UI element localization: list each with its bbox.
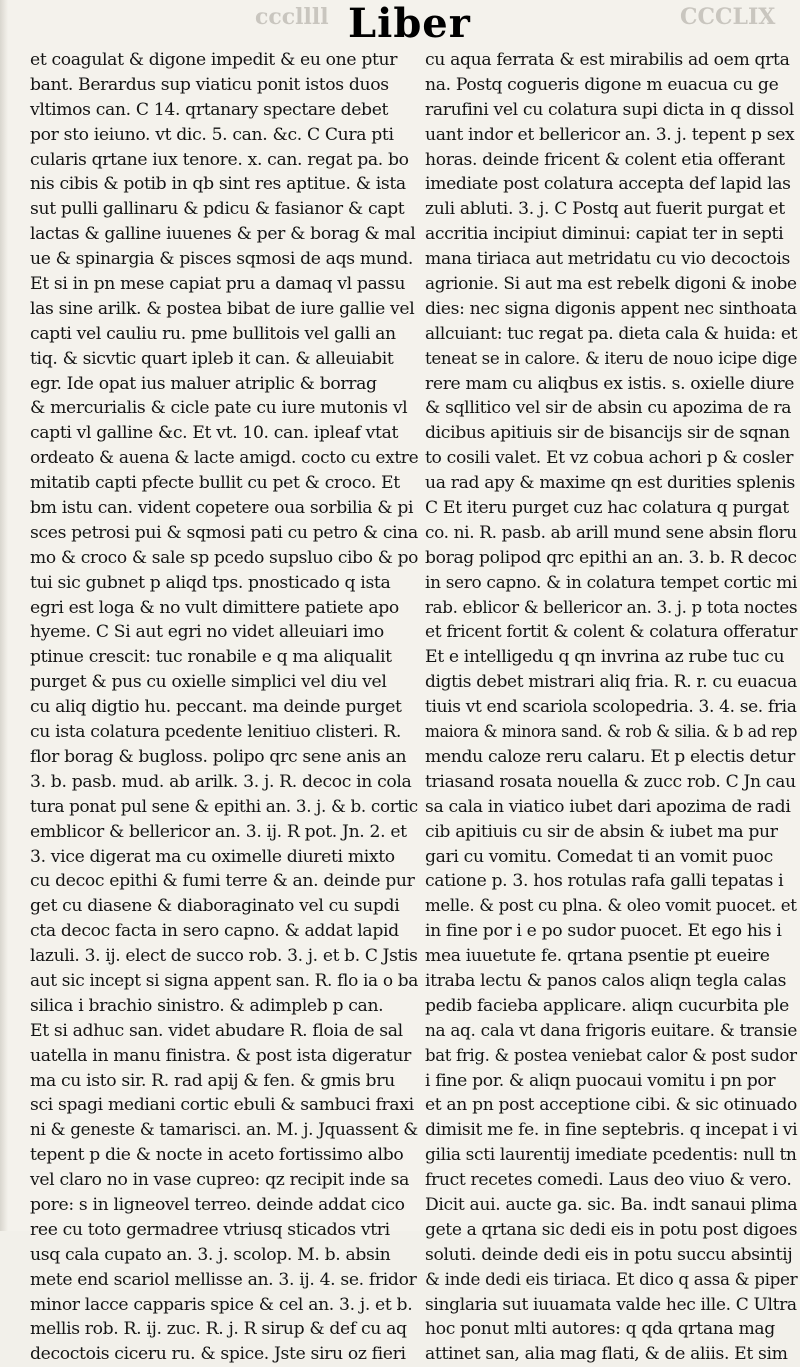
- text-line: por sto ieiuno. vt dic. 5. can. &c. C Cura pti: [30, 124, 394, 145]
- text-line: sci spagi mediani cortic ebuli & sambuci fraxi: [30, 1095, 414, 1116]
- text-line: ua rad apy & maxime qn est durities splenis: [425, 473, 795, 494]
- text-line: melle. & post cu plna. & oleo vomit puocet. et: [425, 896, 797, 917]
- text-line: cta decoc facta in sero capno. & addat lapid: [30, 921, 399, 942]
- page-gutter-shadow: [0, 0, 8, 1231]
- text-line: na. Postq cogueris digone m euacua cu ge: [425, 74, 779, 95]
- text-line: borag polipod qrc epithi an an. 3. b. R decoc: [425, 547, 797, 568]
- text-line: et fricent fortit & colent & colatura offeratur: [425, 622, 798, 643]
- text-line: lactas & galline iuuenes & per & borag & mal: [30, 224, 416, 245]
- text-line: gete a qrtana sic dedi eis in potu post digoes: [425, 1219, 798, 1240]
- text-line: tiq. & sicvtic quart ipleb it can. & alleuiabit: [30, 348, 394, 369]
- text-line: rere mam cu aliqbus ex istis. s. oxielle diure: [425, 373, 795, 394]
- left-text-column: [30, 48, 419, 1365]
- text-line: to cosili valet. Et vz cobua achori p & cosler: [425, 448, 794, 469]
- text-line: mellis rob. R. ij. zuc. R. j. R sirup & def cu aq: [30, 1319, 407, 1340]
- text-line: cu decoc epithi & fumi terre & an. deinde pur: [30, 871, 415, 892]
- text-line: mo & croco & sale sp pcedo supsluo cibo & po: [30, 547, 419, 568]
- text-line: ue & spinargia & pisces sqmosi de aqs mund.: [30, 249, 413, 270]
- text-line: aut sic incept si signa appent san. R. flo ia o ba: [30, 970, 418, 991]
- text-line: 3. b. pasb. mud. ab arilk. 3. j. R. decoc in cola: [30, 771, 412, 792]
- text-line: et an pn post acceptione cibi. & sic otinuado: [425, 1095, 797, 1116]
- text-line: teneat se in calore. & iteru de nouo icipe dige: [425, 348, 797, 369]
- text-line: rarufini vel cu colatura supi dicta in q dissol: [425, 99, 794, 120]
- text-line: allcuiant: tuc regat pa. dieta cala & huida: et: [425, 323, 798, 344]
- text-line: ma cu isto sir. R. rad apij & fen. & gmis bru: [30, 1070, 395, 1091]
- text-line: gilia scti laurentij imediate pcedentis: null tn: [425, 1145, 797, 1166]
- text-line: sa cala in viatico iubet dari apozima de radi: [425, 796, 791, 817]
- text-line: uant indor et bellericor an. 3. j. tepent p sex: [425, 124, 795, 145]
- text-line: Et e intelligedu q qn invrina az rube tuc cu: [425, 647, 785, 668]
- text-line: maiora & minora sand. & rob & silia. & b ad rep: [425, 722, 798, 743]
- text-line: agrionie. Si aut ma est rebelk digoni & inobe: [425, 274, 797, 295]
- text-line: tepent p die & nocte in aceto fortissimo albo: [30, 1145, 404, 1166]
- text-line: bat frig. & postea veniebat calor & post sudor: [425, 1045, 797, 1066]
- text-line: soluti. deinde dedi eis in potu succu absintij: [425, 1244, 793, 1265]
- text-line: usq cala cupato an. 3. j. scolop. M. b. absin: [30, 1244, 391, 1265]
- text-line: mea iuuetute fe. qrtana psentie pt eueire: [425, 946, 770, 967]
- text-line: ree cu toto germadree vtriusq sticados vtri: [30, 1219, 390, 1240]
- text-line: gari cu vomitu. Comedat ti an vomit puoc: [425, 846, 773, 867]
- text-line: vel claro no in vase cupreo: qz recipit inde sa: [30, 1170, 409, 1191]
- text-line: attinet san, alia mag flati, & de aliis. Et sim: [425, 1344, 788, 1365]
- text-line: Et si adhuc san. videt abudare R. floia de sal: [30, 1020, 403, 1041]
- text-line: C Et iteru purget cuz hac colatura q purgat: [425, 498, 789, 519]
- text-line: na aq. cala vt dana frigoris euitare. & transie: [425, 1020, 798, 1041]
- text-line: flor borag & bugloss. polipo qrc sene anis an: [30, 746, 407, 767]
- text-line: ordeato & auena & lacte amigd. cocto cu extre: [30, 448, 419, 469]
- text-line: las sine arilk. & postea bibat de iure gallie vel: [30, 298, 415, 319]
- text-line: cularis qrtane iux tenore. x. can. regat pa. bo: [30, 149, 409, 170]
- text-line: in fine por i e po sudor puocet. Et ego his i: [425, 921, 782, 942]
- text-line: nis cibis & potib in qb sint res aptitue. & ista: [30, 174, 406, 195]
- text-line: accritia incipiut diminui: capiat ter in septi: [425, 224, 784, 245]
- text-line: pore: s in ligneovel terreo. deinde addat cico: [30, 1194, 405, 1215]
- show-through-text-right: CCCLIX: [680, 4, 776, 30]
- text-line: imediate post colatura accepta def lapid las: [425, 174, 791, 195]
- text-line: hoc ponut mlti autores: q qda qrtana mag: [425, 1319, 775, 1340]
- text-line: lazuli. 3. ij. elect de succo rob. 3. j. et b. C Jstis: [30, 946, 418, 967]
- text-line: zuli abluti. 3. j. C Postq aut fuerit purgat et: [425, 199, 785, 220]
- text-line: cu ista colatura pcedente lenitiuo clisteri. R.: [30, 722, 401, 743]
- text-line: silica i brachio sinistro. & adimpleb p can.: [30, 995, 384, 1016]
- text-line: rab. eblicor & bellericor an. 3. j. p tota noctes: [425, 597, 798, 618]
- text-line: cu aliq digtio hu. peccant. ma deinde purget: [30, 697, 402, 718]
- text-line: egri est loga & no vult dimittere patiete apo: [30, 597, 399, 618]
- text-line: uatella in manu finistra. & post ista digeratur: [30, 1045, 411, 1066]
- text-line: bant. Berardus sup viaticu ponit istos duos: [30, 74, 389, 95]
- text-line: sut pulli gallinaru & pdicu & fasianor & capt: [30, 199, 405, 220]
- text-line: horas. deinde fricent & colent etia offerant: [425, 149, 785, 170]
- text-line: dies: nec signa digonis appent nec sinthoata: [425, 298, 797, 319]
- text-line: sces petrosi pui & sqmosi pati cu petro & cina: [30, 522, 418, 543]
- text-line: 3. vice digerat ma cu oximelle diureti mixto: [30, 846, 395, 867]
- text-line: Et si in pn mese capiat pru a damaq vl passu: [30, 274, 406, 295]
- text-line: digtis debet mistrari aliq fria. R. r. cu euacua: [425, 672, 797, 693]
- text-line: & sqllitico vel sir de absin cu apozima de ra: [425, 398, 792, 419]
- text-line: mana tiriaca aut metridatu cu vio decoctois: [425, 249, 790, 270]
- text-line: dicibus apitiuis sir de bisancijs sir de sqnan: [425, 423, 790, 444]
- text-line: decoctois ciceru ru. & spice. Jste siru oz fieri: [30, 1344, 406, 1365]
- text-line: cib apitiuis cu sir de absin & iubet ma pur: [425, 821, 778, 842]
- text-line: fruct recetes comedi. Laus deo viuo & vero.: [425, 1170, 792, 1191]
- text-line: ni & geneste & tamarisci. an. M. j. Jquassent &: [30, 1120, 418, 1141]
- text-line: in sero capno. & in colatura tempet cortic mi: [425, 572, 798, 593]
- text-line: get cu diasene & diaboraginato vel cu supdi: [30, 896, 400, 917]
- text-line: tura ponat pul sene & epithi an. 3. j. & b. cortic: [30, 796, 418, 817]
- text-line: bm istu can. vident copetere oua sorbilia & pi: [30, 498, 414, 519]
- text-line: egr. Ide opat ius maluer atriplic & borrag: [30, 373, 377, 394]
- text-line: singlaria sut iuuamata valde hec ille. C Ultra: [425, 1294, 797, 1315]
- text-line: capti vl galline &c. Et vt. 10. can. ipleaf vtat: [30, 423, 399, 444]
- text-line: emblicor & bellericor an. 3. ij. R pot. Jn. 2. et: [30, 821, 407, 842]
- text-line: pedib facieba applicare. aliqn cucurbita ple: [425, 995, 789, 1016]
- text-line: cu aqua ferrata & est mirabilis ad oem qrta: [425, 50, 790, 70]
- text-line: catione p. 3. hos rotulas rafa galli tepatas i: [425, 871, 784, 892]
- text-line: itraba lectu & panos calos aliqn tegla calas: [425, 970, 787, 991]
- text-line: ptinue crescit: tuc ronabile e q ma aliqualit: [30, 647, 392, 668]
- text-line: minor lacce capparis spice & cel an. 3. j. et b.: [30, 1294, 413, 1315]
- text-line: et coagulat & digone impedit & eu one ptur: [30, 50, 398, 70]
- text-line: i fine por. & aliqn puocaui vomitu i pn por: [425, 1070, 776, 1091]
- show-through-text-left: cccllll: [255, 4, 329, 30]
- text-line: purget & pus cu oxielle simplici vel diu vel: [30, 672, 387, 693]
- running-title: Liber: [348, 0, 471, 47]
- text-line: hyeme. C Si aut egri no videt alleuiari imo: [30, 622, 384, 643]
- text-line: dimisit me fe. in fine septebris. q incepat i vi: [425, 1120, 798, 1141]
- text-line: mendu caloze reru calaru. Et p electis detur: [425, 746, 795, 767]
- text-line: tiuis vt end scariola scolopedria. 3. 4. se. fria: [425, 697, 797, 718]
- text-line: mitatib capti pfecte bullit cu pet & croco. Et: [30, 473, 400, 494]
- text-line: & inde dedi eis tiriaca. Et dico q assa & piper: [425, 1269, 798, 1290]
- text-line: triasand rosata nouella & zucc rob. C Jn cau: [425, 771, 796, 792]
- text-line: vltimos can. C 14. qrtanary spectare debet: [30, 99, 389, 120]
- text-line: capti vel cauliu ru. pme bullitois vel galli an: [30, 323, 396, 344]
- text-line: mete end scariol mellisse an. 3. ij. 4. se. fridor: [30, 1269, 417, 1290]
- text-line: & mercurialis & cicle pate cu iure mutonis vl: [30, 398, 408, 419]
- text-line: co. ni. R. pasb. ab arill mund sene absin floru: [425, 522, 797, 543]
- text-line: tui sic gubnet p aliqd tps. pnosticado q ista: [30, 572, 391, 593]
- text-line: Dicit aui. aucte ga. sic. Ba. indt sanaui plima: [425, 1194, 798, 1215]
- right-text-column: [425, 48, 798, 1365]
